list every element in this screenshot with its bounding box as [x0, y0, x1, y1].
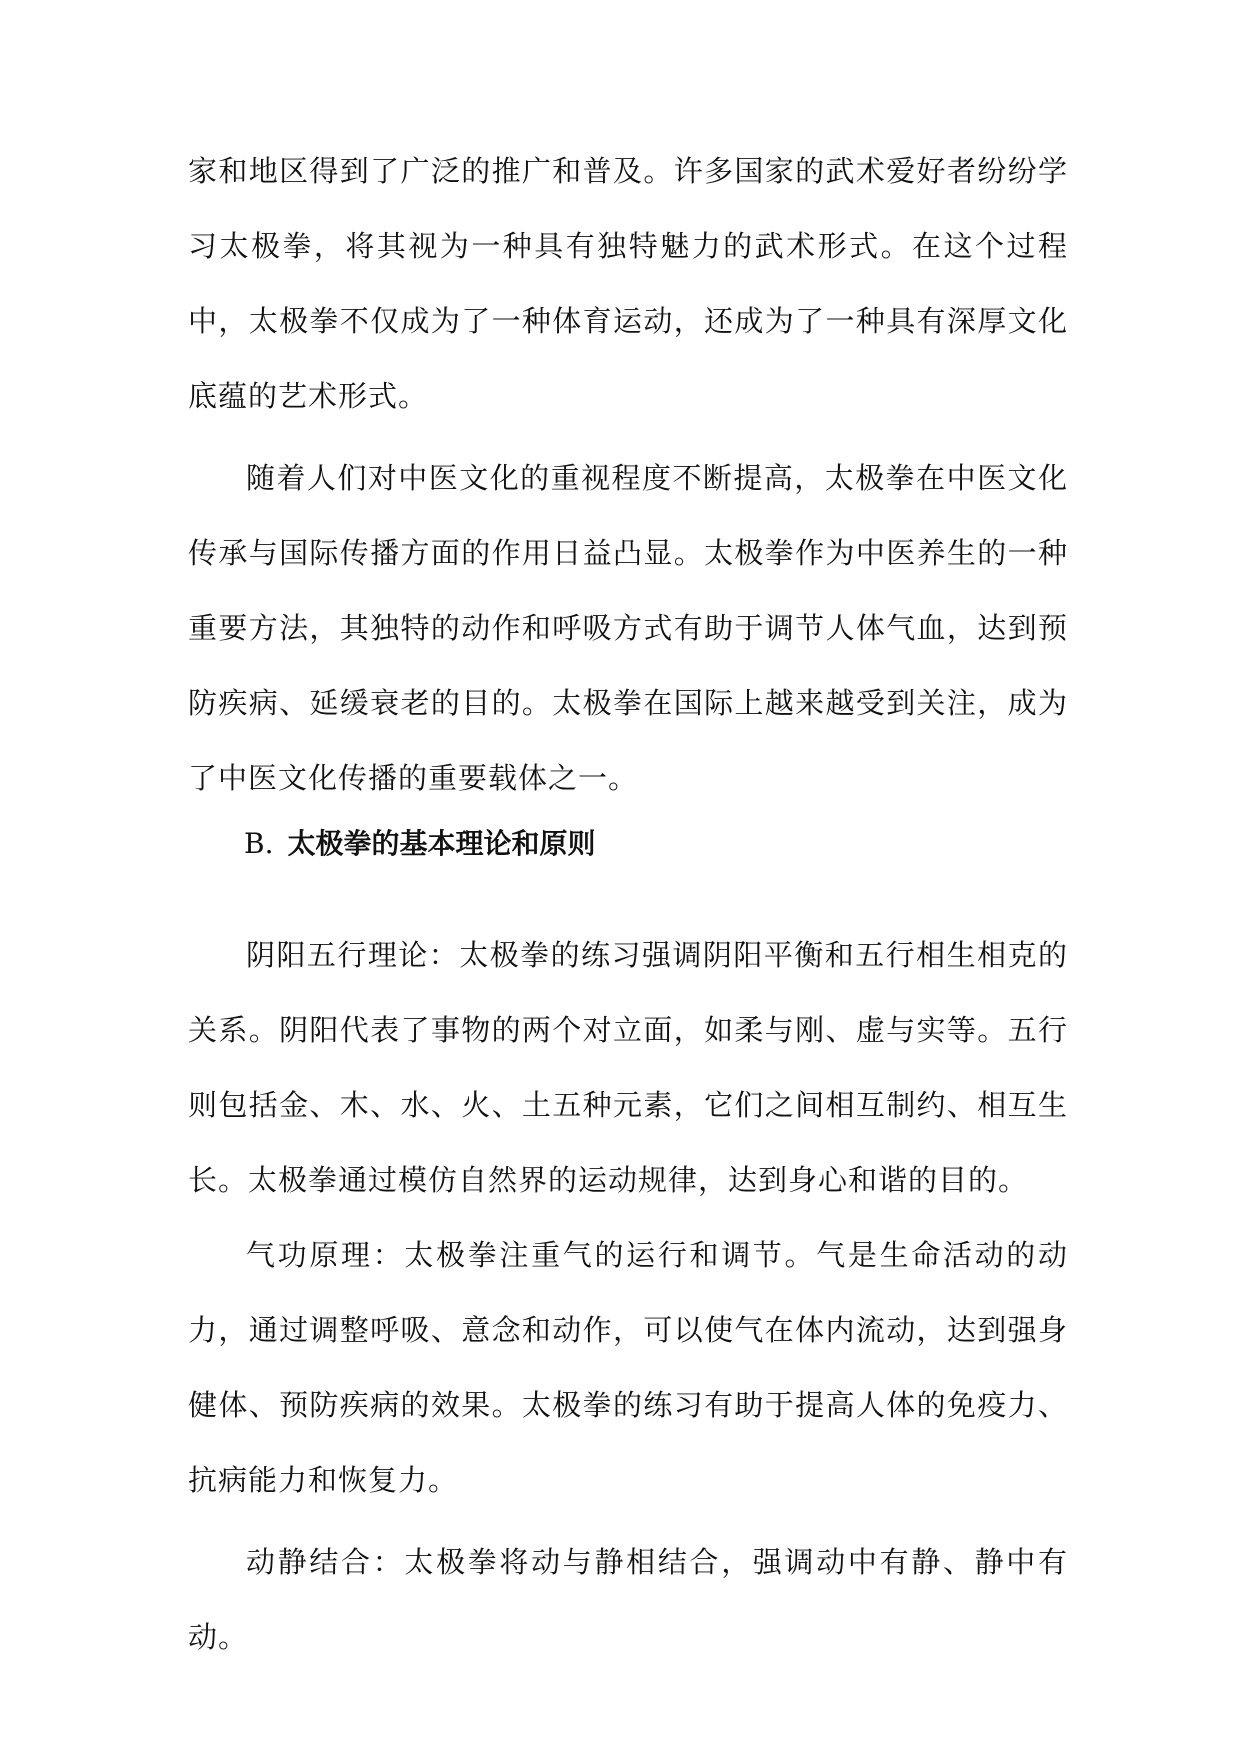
paragraph-qigong-principle	[188, 1218, 1068, 1518]
section-heading	[244, 824, 596, 864]
paragraph-tcm-transmission	[188, 441, 1068, 816]
paragraph-text: 随着人们对中医文化的重视程度不断提高，太极拳在中医文化传承与国际传播方面的作用日益凸显。太极拳作为中医养生的一种重要方法，其独特的动作和呼吸方式有助于调节人体气血，达到预防疾病、延缓衰老的目的。太极拳在国际上越来越受到关注，成为了中医文化传播的重要载体之一。	[188, 461, 1068, 795]
paragraph-text: 阴阳五行理论：太极拳的练习强调阴阳平衡和五行相生相克的关系。阴阳代表了事物的两个对立面，如柔与刚、虚与实等。五行则包括金、木、水、火、土五种元素，它们之间相互制约、相互生长。太极拳通过模仿自然界的运动规律，达到身心和谐的目的。	[188, 938, 1068, 1197]
paragraph-continuation	[188, 134, 1068, 434]
paragraph-text: 家和地区得到了广泛的推广和普及。许多国家的武术爱好者纷纷学习太极拳，将其视为一种具有独特魅力的武术形式。在这个过程中，太极拳不仅成为了一种体育运动，还成为了一种具有深厚文化底蕴的艺术形式。	[188, 154, 1068, 413]
paragraph-text: 气功原理：太极拳注重气的运行和调节。气是生命活动的动力，通过调整呼吸、意念和动作，可以使气在体内流动，达到强身健体、预防疾病的效果。太极拳的练习有助于提高人体的免疫力、抗病能力和恢复力。	[188, 1238, 1068, 1497]
paragraph-yin-yang-five-elements	[188, 918, 1068, 1218]
paragraph-text: 动静结合：太极拳将动与静相结合，强调动中有静、静中有动。	[188, 1545, 1068, 1654]
section-title: 太极拳的基本理论和原则	[287, 827, 596, 860]
paragraph-motion-stillness	[188, 1525, 1068, 1675]
section-number: B.	[244, 827, 274, 860]
